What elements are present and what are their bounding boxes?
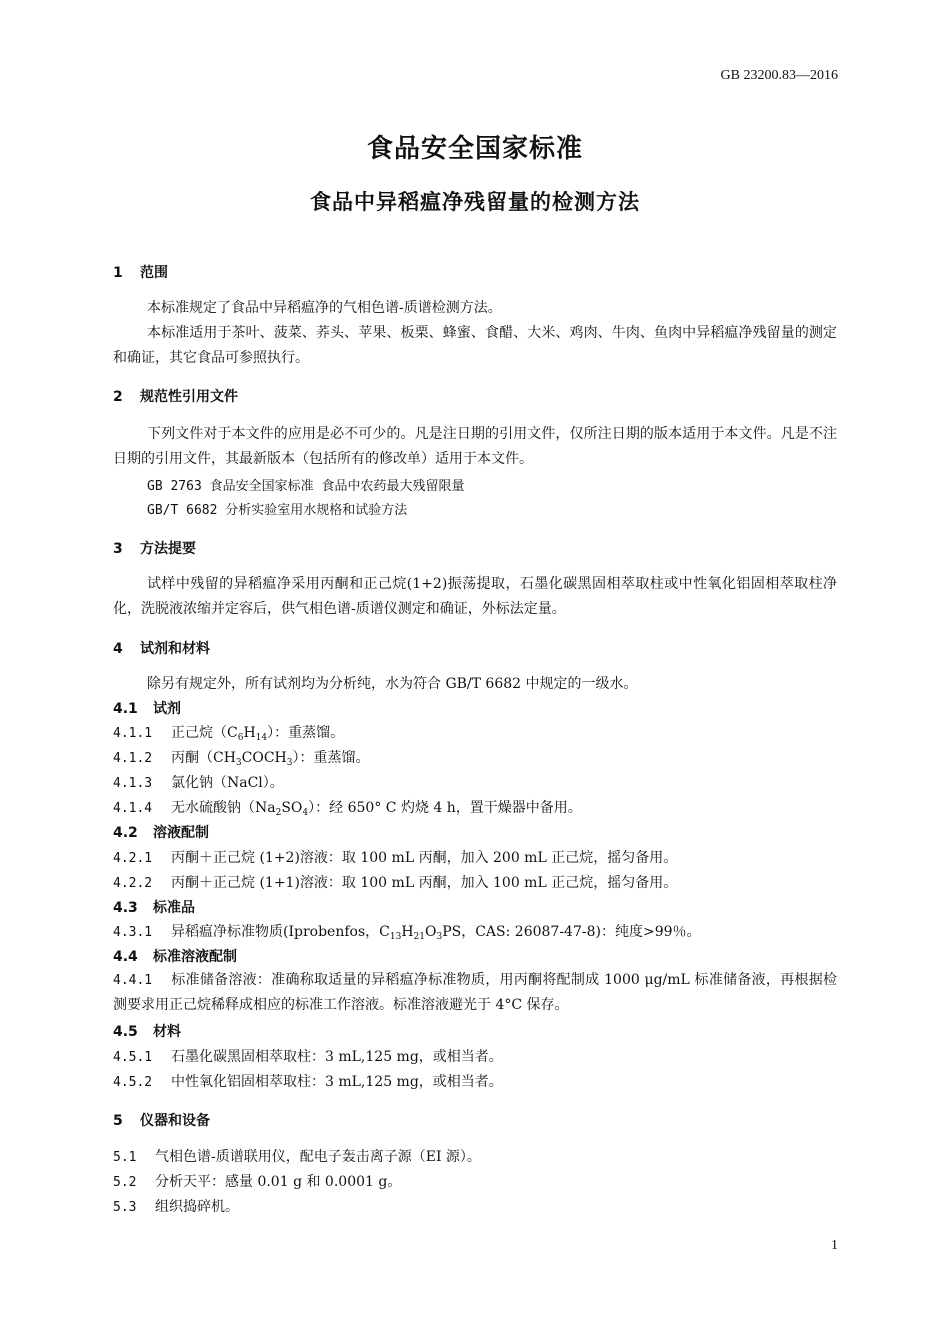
item-text: 丙酮＋正己烷 (1+1)溶液：取 100 mL 丙酮，加入 100 mL 正己烷，摇匀备用。 bbox=[171, 875, 678, 891]
item-text: 气相色谱-质谱联用仪，配电子轰击离子源（EI 源）。 bbox=[155, 1149, 481, 1165]
item-4-4-1 bbox=[113, 968, 837, 1018]
item-text: 石墨化碳黑固相萃取柱：3 mL,125 mg，或相当者。 bbox=[171, 1049, 503, 1065]
section-title: 范围 bbox=[140, 265, 168, 281]
subsection-title: 材料 bbox=[153, 1024, 181, 1040]
item-number: 5.3 bbox=[113, 1200, 137, 1215]
item-number: 4.1.1 bbox=[113, 726, 153, 741]
section-number: 1 bbox=[113, 265, 123, 281]
section-title: 方法提要 bbox=[140, 541, 196, 557]
item-4-2-2 bbox=[113, 872, 677, 892]
section-number: 3 bbox=[113, 541, 123, 557]
item-text: 氯化钠（NaCl）。 bbox=[171, 775, 284, 791]
subsection-heading-4-3 bbox=[113, 897, 195, 917]
subsection-number: 4.5 bbox=[113, 1024, 138, 1040]
item-4-2-1 bbox=[113, 847, 677, 867]
item-4-1-1 bbox=[113, 722, 344, 742]
subsection-title: 试剂 bbox=[153, 701, 181, 717]
item-text: 丙酮$(CH_3COCH_3)$：重蒸馏。 bbox=[171, 750, 370, 768]
item-text: 中性氧化铝固相萃取柱：3 mL,125 mg，或相当者。 bbox=[171, 1074, 503, 1090]
subsection-title: 溶液配制 bbox=[153, 825, 209, 841]
item-text: 分析天平：感量 0.01 g 和 0.0001 g。 bbox=[155, 1174, 402, 1190]
item-number: 4.5.1 bbox=[113, 1050, 153, 1065]
item-4-1-4 bbox=[113, 797, 582, 817]
item-4-1-2 bbox=[113, 747, 370, 767]
section-title: 规范性引用文件 bbox=[140, 389, 238, 405]
subsection-heading-4-5 bbox=[113, 1021, 181, 1041]
subsection-number: 4.2 bbox=[113, 825, 138, 841]
item-4-5-2 bbox=[113, 1071, 503, 1091]
item-text: 丙酮＋正己烷 (1+2)溶液：取 100 mL 丙酮，加入 200 mL 正己烷，摇匀备用。 bbox=[171, 850, 678, 866]
section-heading-1 bbox=[113, 262, 168, 282]
item-number: 4.1.4 bbox=[113, 801, 153, 816]
subsection-heading-4-1 bbox=[113, 698, 181, 718]
subsection-number: 4.1 bbox=[113, 701, 138, 717]
subsection-heading-4-4 bbox=[113, 946, 237, 966]
item-number: 4.1.3 bbox=[113, 776, 153, 791]
paragraph-reagents-intro: 除另有规定外，所有试剂均为分析纯，水为符合 GB/T 6682 中规定的一级水。 bbox=[147, 676, 638, 692]
item-number: 4.1.2 bbox=[113, 751, 153, 766]
item-number: 4.5.2 bbox=[113, 1075, 153, 1090]
subsection-heading-4-2 bbox=[113, 822, 209, 842]
subsection-title: 标准品 bbox=[153, 900, 195, 916]
item-number: 4.4.1 bbox=[113, 973, 153, 988]
item-text: 正己烷$(C_6H_{14})$：重蒸馏。 bbox=[171, 725, 345, 743]
paragraph-scope-2: 本标准适用于茶叶、菠菜、荞头、苹果、板栗、蜂蜜、食醋、大米、鸡肉、牛肉、鱼肉中异稻瘟净残留量的测定和确证，其它食品可参照执行。 bbox=[113, 325, 837, 366]
item-number: 5.1 bbox=[113, 1150, 137, 1165]
item-number: 4.2.1 bbox=[113, 851, 153, 866]
section-heading-3 bbox=[113, 538, 196, 558]
item-number: 4.3.1 bbox=[113, 925, 153, 940]
reference-gbt6682: GB/T 6682 分析实验室用水规格和试验方法 bbox=[147, 503, 408, 518]
reference-gb2763: GB 2763 食品安全国家标准 食品中农药最大残留限量 bbox=[147, 479, 465, 494]
item-5-3 bbox=[113, 1196, 239, 1216]
item-number: 4.2.2 bbox=[113, 876, 153, 891]
section-number: 5 bbox=[113, 1113, 123, 1129]
item-5-1 bbox=[113, 1146, 481, 1166]
section-number: 2 bbox=[113, 389, 123, 405]
section-heading-5 bbox=[113, 1110, 210, 1130]
item-4-3-1 bbox=[113, 921, 701, 941]
item-text: 标准储备溶液：准确称取适量的异稻瘟净标准物质，用丙酮将配制成 1000 μg/mL 标准储备液，再根据检测要求用正己烷稀释成相应的标准工作溶液。标准溶液避光于 4°C 保存。 bbox=[113, 972, 837, 1013]
page-number: 1 bbox=[831, 1238, 838, 1253]
item-4-5-1 bbox=[113, 1046, 503, 1066]
document-title: 食品安全国家标准 bbox=[366, 134, 583, 164]
item-text: 组织捣碎机。 bbox=[155, 1199, 239, 1215]
paragraph-method-summary: 试样中残留的异稻瘟净采用丙酮和正己烷(1+2)振荡提取，石墨化碳黑固相萃取柱或中性氧化铝固相萃取柱净化，洗脱液浓缩并定容后，供气相色谱-质谱仪测定和确证，外标法定量。 bbox=[113, 576, 837, 617]
section-heading-2 bbox=[113, 386, 238, 406]
subsection-number: 4.4 bbox=[113, 949, 138, 965]
item-5-2 bbox=[113, 1171, 401, 1191]
item-text: 无水硫酸钠$(Na_2SO_4)$：经 650° C 灼烧 4 h，置干燥器中备用。 bbox=[171, 800, 582, 818]
item-number: 5.2 bbox=[113, 1175, 137, 1190]
paragraph-references: 下列文件对于本文件的应用是必不可少的。凡是注日期的引用文件，仅所注日期的版本适用于本文件。凡是不注日期的引用文件，其最新版本（包括所有的修改单）适用于本文件。 bbox=[113, 426, 837, 467]
item-4-1-3 bbox=[113, 772, 284, 792]
subsection-number: 4.3 bbox=[113, 900, 138, 916]
item-text: 异稻瘟净标准物质(Iprobenfos，$C_{13}H_{21}O_3PS$，CAS: 26087-47-8)：纯度>99％。 bbox=[171, 924, 701, 942]
standard-number: GB 23200.83—2016 bbox=[720, 68, 838, 83]
section-number: 4 bbox=[113, 641, 123, 657]
document-subtitle: 食品中异稻瘟净残留量的检测方法 bbox=[310, 190, 640, 214]
paragraph-scope-1: 本标准规定了食品中异稻瘟净的气相色谱-质谱检测方法。 bbox=[147, 300, 502, 316]
subsection-title: 标准溶液配制 bbox=[153, 949, 237, 965]
section-heading-4 bbox=[113, 638, 210, 658]
section-title: 仪器和设备 bbox=[140, 1113, 210, 1129]
section-title: 试剂和材料 bbox=[140, 641, 210, 657]
